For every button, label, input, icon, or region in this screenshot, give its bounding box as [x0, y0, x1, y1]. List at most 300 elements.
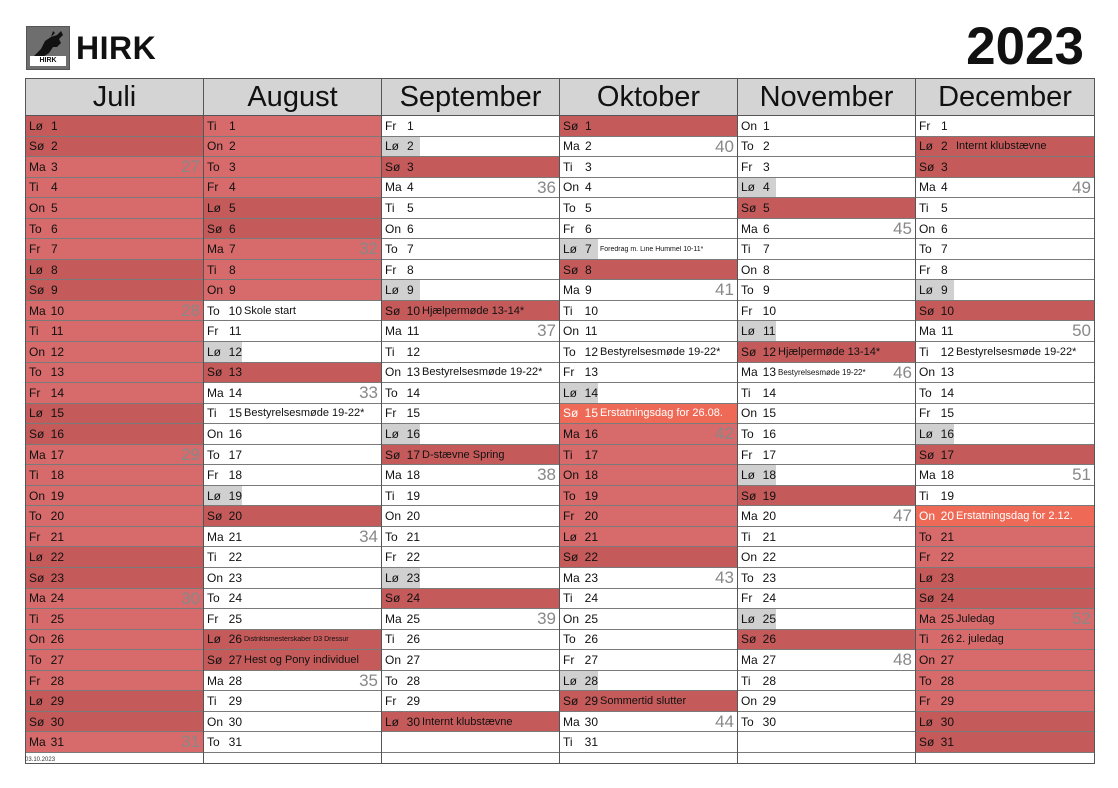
calendar-day	[382, 178, 559, 199]
calendar-day	[738, 157, 915, 178]
day-number: 13	[762, 365, 776, 380]
day-number: 28	[228, 673, 242, 688]
weekday: Ti	[919, 488, 929, 503]
day-label	[560, 178, 598, 198]
day-label	[382, 486, 420, 506]
day-number: 19	[228, 488, 242, 503]
day-label	[382, 137, 420, 157]
day-number: 12	[50, 344, 64, 359]
day-number: 16	[228, 426, 242, 441]
day-number: 21	[940, 529, 954, 544]
day-number: 24	[584, 591, 598, 606]
calendar-day	[26, 239, 203, 260]
day-number: 16	[762, 426, 776, 441]
calendar-day	[26, 630, 203, 651]
calendar-day	[560, 116, 737, 137]
day-number: 24	[228, 591, 242, 606]
day-label	[916, 342, 954, 362]
day-label	[26, 301, 64, 321]
weekday: On	[919, 509, 936, 524]
weekday: Fr	[741, 303, 753, 318]
calendar-day	[738, 260, 915, 281]
weekday: Ti	[741, 385, 751, 400]
day-number: 7	[763, 242, 770, 257]
weekday: Ti	[207, 118, 217, 133]
day-number: 10	[406, 303, 420, 318]
calendar-day	[26, 404, 203, 425]
calendar-day	[204, 671, 381, 692]
calendar-day	[916, 589, 1094, 610]
weekday: Ti	[29, 611, 39, 626]
day-label	[382, 589, 420, 609]
day-number: 19	[50, 488, 64, 503]
weekday: Lø	[741, 611, 756, 626]
day-number: 4	[51, 180, 58, 195]
day-label	[26, 239, 64, 259]
weekday: Ma	[207, 242, 224, 257]
day-number: 26	[406, 632, 420, 647]
calendar-day	[738, 178, 915, 199]
day-number: 2	[51, 139, 58, 154]
calendar-day	[916, 260, 1094, 281]
day-number: 18	[940, 468, 954, 483]
week-number: 31	[181, 732, 200, 752]
day-number: 17	[940, 447, 954, 462]
calendar-day	[738, 280, 915, 301]
weekday: On	[919, 221, 936, 236]
day-label	[204, 732, 242, 752]
day-number: 17	[50, 447, 64, 462]
calendar-day	[738, 424, 915, 445]
week-number: 40	[715, 136, 734, 156]
weekday: Ma	[207, 385, 224, 400]
day-number: 1	[229, 118, 236, 133]
day-label	[382, 116, 420, 136]
day-number: 5	[585, 200, 592, 215]
weekday: Fr	[741, 447, 753, 462]
weekday: Sø	[741, 200, 757, 215]
weekday: Sø	[29, 714, 45, 729]
calendar-day	[204, 239, 381, 260]
day-label	[738, 650, 776, 670]
horse-jumper-logo-icon	[26, 26, 70, 70]
day-label	[738, 671, 776, 691]
weekday: On	[741, 262, 758, 277]
calendar-day	[26, 260, 203, 281]
day-label	[382, 383, 420, 403]
day-label	[382, 568, 420, 588]
calendar-day	[738, 321, 915, 342]
calendar-day	[204, 383, 381, 404]
day-label	[26, 691, 64, 711]
day-number: 27	[762, 652, 776, 667]
calendar-day	[916, 630, 1094, 651]
calendar-day	[26, 280, 203, 301]
event-note: Erstatningsdag for 2.12.	[956, 510, 1073, 523]
calendar-day	[738, 650, 915, 671]
day-label	[560, 321, 598, 341]
weekday: Sø	[385, 159, 401, 174]
day-number: 27	[50, 652, 64, 667]
week-number: 36	[537, 177, 556, 197]
weekday: On	[563, 324, 580, 339]
weekday: On	[29, 488, 46, 503]
weekday: Ti	[919, 200, 929, 215]
day-label	[560, 280, 598, 300]
day-label	[916, 404, 954, 424]
calendar-day	[204, 445, 381, 466]
day-label	[26, 219, 64, 239]
day-number: 25	[940, 611, 954, 626]
day-number: 6	[585, 221, 592, 236]
day-label	[26, 568, 64, 588]
day-number: 6	[941, 221, 948, 236]
weekday: Lø	[919, 283, 934, 298]
day-number: 3	[229, 159, 236, 174]
month-header: Oktober	[560, 79, 737, 116]
day-number: 30	[940, 714, 954, 729]
day-number: 23	[940, 570, 954, 585]
day-label	[916, 137, 954, 157]
weekday: Ti	[29, 324, 39, 339]
day-label	[738, 589, 776, 609]
calendar-day	[204, 260, 381, 281]
day-label	[382, 691, 420, 711]
day-label	[204, 630, 242, 650]
calendar-day	[916, 445, 1094, 466]
day-number: 30	[406, 714, 420, 729]
weekday: On	[385, 221, 402, 236]
calendar-day	[560, 465, 737, 486]
day-number: 7	[407, 242, 414, 257]
day-label	[204, 198, 242, 218]
day-number: 2	[941, 139, 948, 154]
weekday: Sø	[29, 570, 45, 585]
weekday: On	[207, 714, 224, 729]
weekday: Sø	[919, 159, 935, 174]
calendar-day	[916, 547, 1094, 568]
weekday: Ti	[563, 159, 573, 174]
calendar-day	[382, 568, 559, 589]
day-label	[738, 486, 776, 506]
weekday: To	[207, 159, 220, 174]
calendar-day	[738, 383, 915, 404]
day-label	[204, 465, 242, 485]
day-number: 13	[940, 365, 954, 380]
weekday: Ma	[741, 221, 758, 236]
calendar-day	[916, 178, 1094, 199]
weekday: Fr	[741, 591, 753, 606]
day-label	[560, 239, 598, 259]
day-number: 2	[763, 139, 770, 154]
weekday: Ti	[207, 694, 217, 709]
day-label	[382, 445, 420, 465]
day-number: 23	[584, 570, 598, 585]
day-label	[204, 547, 242, 567]
day-number: 6	[229, 221, 236, 236]
weekday: Fr	[207, 324, 219, 339]
day-number: 21	[406, 529, 420, 544]
day-label	[382, 260, 420, 280]
day-label	[204, 404, 242, 424]
weekday: Ti	[385, 200, 395, 215]
weekday: On	[207, 570, 224, 585]
day-label	[560, 137, 598, 157]
weekday: Ma	[563, 283, 580, 298]
day-number: 3	[763, 159, 770, 174]
day-number: 14	[762, 385, 776, 400]
calendar-day	[382, 424, 559, 445]
week-number: 48	[893, 650, 912, 670]
day-number: 21	[228, 529, 242, 544]
day-number: 9	[941, 283, 948, 298]
calendar-day	[204, 342, 381, 363]
weekday: To	[741, 570, 754, 585]
week-number: 42	[715, 424, 734, 444]
day-label	[26, 732, 64, 752]
week-number: 52	[1072, 609, 1091, 629]
calendar-day	[560, 198, 737, 219]
weekday: Fr	[919, 694, 931, 709]
weekday: Fr	[29, 529, 41, 544]
day-label	[738, 198, 776, 218]
calendar-day	[560, 363, 737, 384]
weekday: Ma	[29, 159, 46, 174]
day-label	[738, 260, 776, 280]
weekday: Fr	[385, 406, 397, 421]
weekday: Ti	[563, 735, 573, 750]
weekday: Ti	[741, 242, 751, 257]
day-number: 13	[584, 365, 598, 380]
day-label	[738, 465, 776, 485]
weekday: Sø	[919, 447, 935, 462]
day-number: 22	[940, 550, 954, 565]
month-header: Juli	[26, 79, 203, 116]
calendar-day	[916, 712, 1094, 733]
day-label	[382, 712, 420, 732]
month-column	[738, 79, 916, 763]
calendar-day	[738, 506, 915, 527]
day-number: 25	[584, 611, 598, 626]
weekday: Sø	[29, 426, 45, 441]
day-number: 19	[406, 488, 420, 503]
day-number: 22	[406, 550, 420, 565]
day-label	[382, 527, 420, 547]
calendar-day	[204, 732, 381, 753]
weekday: Fr	[563, 509, 575, 524]
weekday: Ma	[919, 468, 936, 483]
day-label	[560, 363, 598, 383]
day-label	[560, 609, 598, 629]
day-label	[560, 506, 598, 526]
event-note: Internt klubstævne	[956, 140, 1047, 153]
weekday: Fr	[207, 468, 219, 483]
event-note: 2. juledag	[956, 633, 1004, 646]
weekday: Lø	[385, 426, 400, 441]
week-number: 35	[359, 670, 378, 690]
day-number: 26	[228, 632, 242, 647]
calendar-day	[560, 280, 737, 301]
weekday: On	[29, 632, 46, 647]
day-label	[204, 486, 242, 506]
weekday: Ma	[385, 324, 402, 339]
weekday: Sø	[919, 735, 935, 750]
weekday: Sø	[563, 118, 579, 133]
day-number: 7	[585, 242, 592, 257]
day-label	[738, 732, 776, 752]
calendar-day	[738, 630, 915, 651]
calendar-day	[26, 116, 203, 137]
calendar-day	[204, 178, 381, 199]
day-number: 20	[762, 509, 776, 524]
day-label	[26, 404, 64, 424]
calendar-day	[738, 198, 915, 219]
calendar-day	[204, 280, 381, 301]
day-label	[382, 424, 420, 444]
day-number: 14	[406, 385, 420, 400]
logo-small-text: HIRK	[30, 56, 66, 66]
day-label	[560, 301, 598, 321]
calendar-day	[26, 671, 203, 692]
calendar-day	[916, 383, 1094, 404]
day-number: 6	[51, 221, 58, 236]
calendar-day	[738, 301, 915, 322]
calendar-day	[916, 116, 1094, 137]
weekday: Fr	[385, 694, 397, 709]
week-number: 33	[359, 383, 378, 403]
day-label	[26, 650, 64, 670]
day-label	[916, 547, 954, 567]
day-number: 1	[585, 118, 592, 133]
day-number: 12	[584, 344, 598, 359]
weekday: Lø	[207, 632, 222, 647]
day-label	[204, 383, 242, 403]
weekday: On	[563, 468, 580, 483]
weekday: Fr	[563, 365, 575, 380]
calendar-day	[382, 321, 559, 342]
day-number: 28	[50, 673, 64, 688]
day-label	[916, 486, 954, 506]
calendar-day	[26, 363, 203, 384]
calendar-day	[382, 650, 559, 671]
weekday: Sø	[919, 303, 935, 318]
weekday: Sø	[29, 283, 45, 298]
club-logo	[26, 25, 156, 71]
calendar-day	[916, 342, 1094, 363]
weekday: Ma	[919, 324, 936, 339]
calendar-day	[916, 732, 1094, 753]
weekday: Fr	[919, 262, 931, 277]
calendar-day	[560, 568, 737, 589]
day-number: 13	[406, 365, 420, 380]
month-header: August	[204, 79, 381, 116]
week-number: 37	[537, 321, 556, 341]
event-note: Juledag	[956, 612, 995, 625]
day-number: 9	[585, 283, 592, 298]
day-number: 4	[407, 180, 414, 195]
weekday: Lø	[385, 139, 400, 154]
calendar-day	[738, 609, 915, 630]
weekday: To	[563, 344, 576, 359]
day-label	[204, 157, 242, 177]
day-number: 10	[762, 303, 776, 318]
day-label	[560, 650, 598, 670]
calendar-day	[560, 260, 737, 281]
day-number: 4	[585, 180, 592, 195]
day-number: 25	[50, 611, 64, 626]
week-number: 30	[181, 588, 200, 608]
calendar-day	[738, 671, 915, 692]
weekday: Lø	[563, 385, 578, 400]
weekday: Fr	[29, 242, 41, 257]
day-label	[204, 301, 242, 321]
day-label	[382, 547, 420, 567]
day-label	[916, 219, 954, 239]
calendar-day	[204, 630, 381, 651]
calendar-day	[26, 219, 203, 240]
event-note: Bestyrelsesmøde 19-22*	[778, 367, 866, 377]
day-label	[560, 383, 598, 403]
week-number: 28	[181, 300, 200, 320]
day-number: 30	[584, 714, 598, 729]
weekday: To	[385, 242, 398, 257]
day-label	[738, 321, 776, 341]
day-label	[738, 383, 776, 403]
day-number: 11	[51, 324, 64, 339]
calendar-day	[916, 404, 1094, 425]
weekday: To	[563, 632, 576, 647]
calendar-day	[204, 198, 381, 219]
day-label	[916, 363, 954, 383]
day-number: 23	[228, 570, 242, 585]
calendar-day	[382, 157, 559, 178]
day-label	[560, 198, 598, 218]
day-number: 8	[407, 262, 414, 277]
weekday: On	[385, 652, 402, 667]
day-label	[26, 178, 64, 198]
calendar-day	[560, 630, 737, 651]
week-number: 34	[359, 526, 378, 546]
day-label	[382, 198, 420, 218]
weekday: Ti	[919, 344, 929, 359]
calendar-day	[916, 137, 1094, 158]
weekday: Ma	[919, 180, 936, 195]
weekday: Ma	[563, 139, 580, 154]
weekday: To	[385, 673, 398, 688]
calendar-day	[916, 363, 1094, 384]
day-number: 22	[584, 550, 598, 565]
calendar-day	[382, 486, 559, 507]
weekday: Ma	[207, 529, 224, 544]
day-number: 29	[584, 694, 598, 709]
calendar-day	[204, 116, 381, 137]
day-number: 25	[762, 611, 776, 626]
calendar-day	[560, 445, 737, 466]
week-number: 43	[715, 568, 734, 588]
day-label	[382, 342, 420, 362]
day-number: 24	[762, 591, 776, 606]
calendar-day	[26, 527, 203, 548]
day-label	[560, 568, 598, 588]
event-note: Bestyrelsesmøde 19-22*	[600, 345, 721, 358]
weekday: Lø	[741, 468, 756, 483]
day-number: 29	[406, 694, 420, 709]
day-label	[916, 198, 954, 218]
day-label	[560, 260, 598, 280]
month-header: November	[738, 79, 915, 116]
day-number: 31	[584, 735, 598, 750]
calendar-day	[560, 301, 737, 322]
